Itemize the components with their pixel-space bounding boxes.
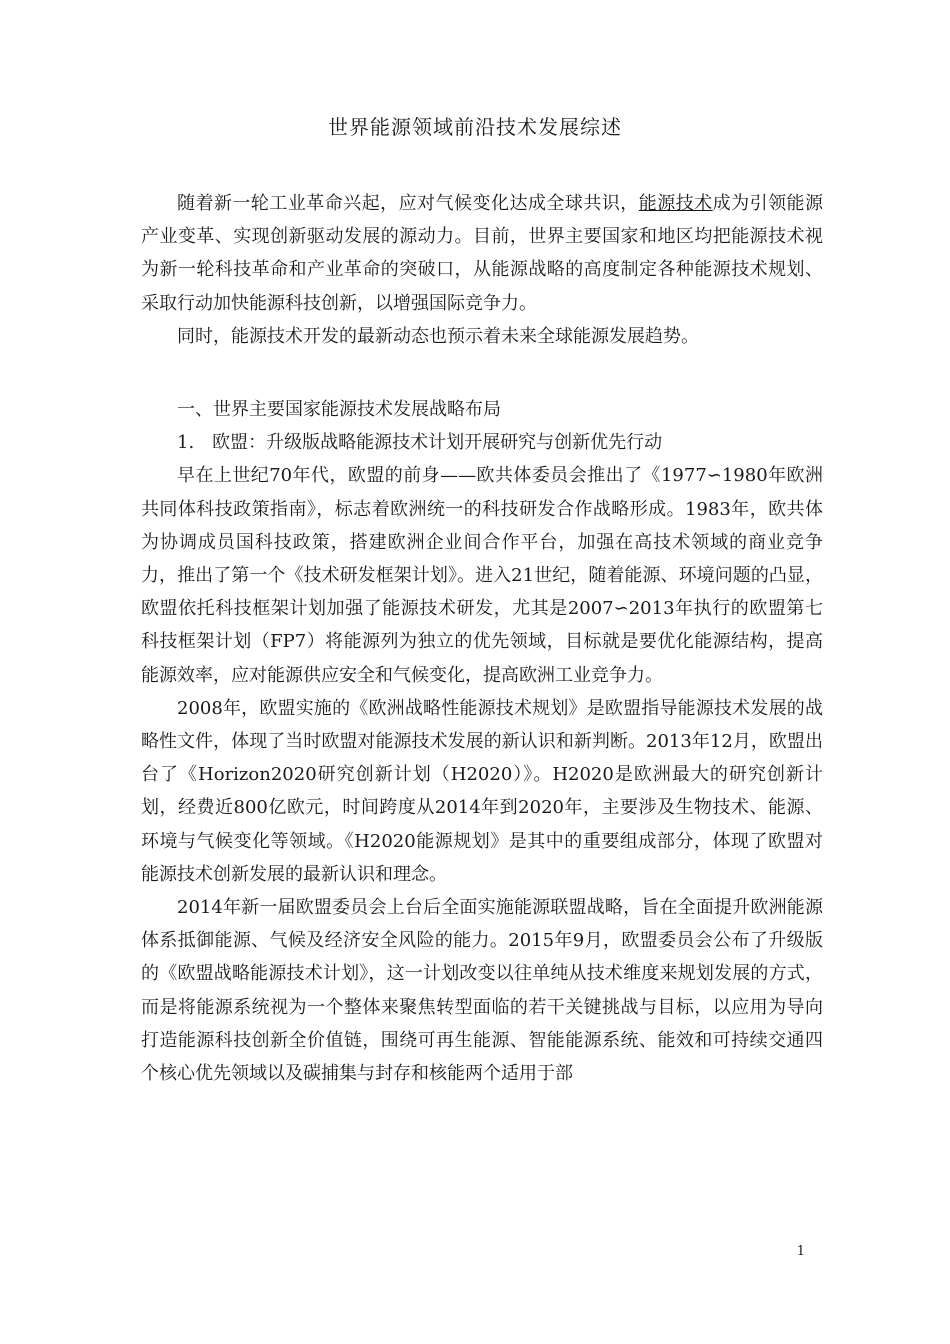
document-body [141, 187, 823, 1090]
intro-text-before-link: 随着新一轮工业革命兴起，应对气候变化达成全球共识， [177, 193, 639, 214]
intro-paragraph-1 [141, 187, 823, 320]
document-title: 世界能源领域前沿技术发展综述 [328, 115, 622, 139]
body-paragraph: 早在上世纪70年代，欧盟的前身——欧共体委员会推出了《1977∽1980年欧洲共同体科技政策指南》，标志着欧洲统一的科技研发合作战略形成。1983年，欧共体为协调成员国科技政策，搭建欧洲企业间合作平台，加强在高技术领域的商业竞争力，推出了第一个《技术研发框架计划》。进入21世纪，随着能源、环境问题的凸显，欧盟依托科技框架计划加强了能源技术研发，尤其是2007∽2013年执行的欧盟第七科技框架计划（FP7）将能源列为独立的优先领域，目标就是要优化能源结构，提高能源效率，应对能源供应安全和气候变化，提高欧洲工业竞争力。 [141, 465, 823, 686]
section-gap [141, 353, 823, 393]
body-paragraph: 2014年新一届欧盟委员会上台后全面实施能源联盟战略，旨在全面提升欧洲能源体系抵御能源、气候及经济安全风险的能力。2015年9月，欧盟委员会公布了升级版的《欧盟战略能源技术计划》，这一计划改变以往单纯从技术维度来规划发展的方式，而是将能源系统视为一个整体来聚焦转型面临的若干关键挑战与目标，以应用为导向打造能源科技创新全价值链，围绕可再生能源、智能能源系统、能效和可持续交通四个核心优先领域以及碳捕集与封存和核能两个适用于部 [141, 897, 823, 1085]
section-heading: 一、世界主要国家能源技术发展战略布局 [177, 399, 501, 421]
intro-paragraph-2: 同时，能源技术开发的最新动态也预示着未来全球能源发展趋势。 [177, 325, 699, 347]
energy-technology-link[interactable]: 能源技术 [638, 193, 713, 214]
page-number: 1 [796, 1244, 805, 1259]
intro-text-after-link: 成为引领能源产业变革、实现创新驱动发展的源动力。目前，世界主要国家和地区均把能源技术视为新一轮科技革命和产业革命的突破口，从能源战略的高度制定各种能源技术规划、采取行动加快能源科技创新，以增强国际竞争力。 [141, 193, 824, 314]
section-subheading: 1. 欧盟：升级版战略能源技术计划开展研究与创新优先行动 [177, 432, 663, 454]
body-paragraph: 2008年，欧盟实施的《欧洲战略性能源技术规划》是欧盟指导能源技术发展的战略性文件，体现了当时欧盟对能源技术发展的新认识和新判断。2013年12月，欧盟出台了《Horizon2020研究创新计划（H2020）》。H2020是欧洲最大的研究创新计划，经费近800亿欧元，时间跨度从2014年到2020年，主要涉及生物技术、能源、环境与气候变化等领域。《H2020能源规划》是其中的重要组成部分，体现了欧盟对能源技术创新发展的最新认识和理念。 [141, 697, 823, 885]
